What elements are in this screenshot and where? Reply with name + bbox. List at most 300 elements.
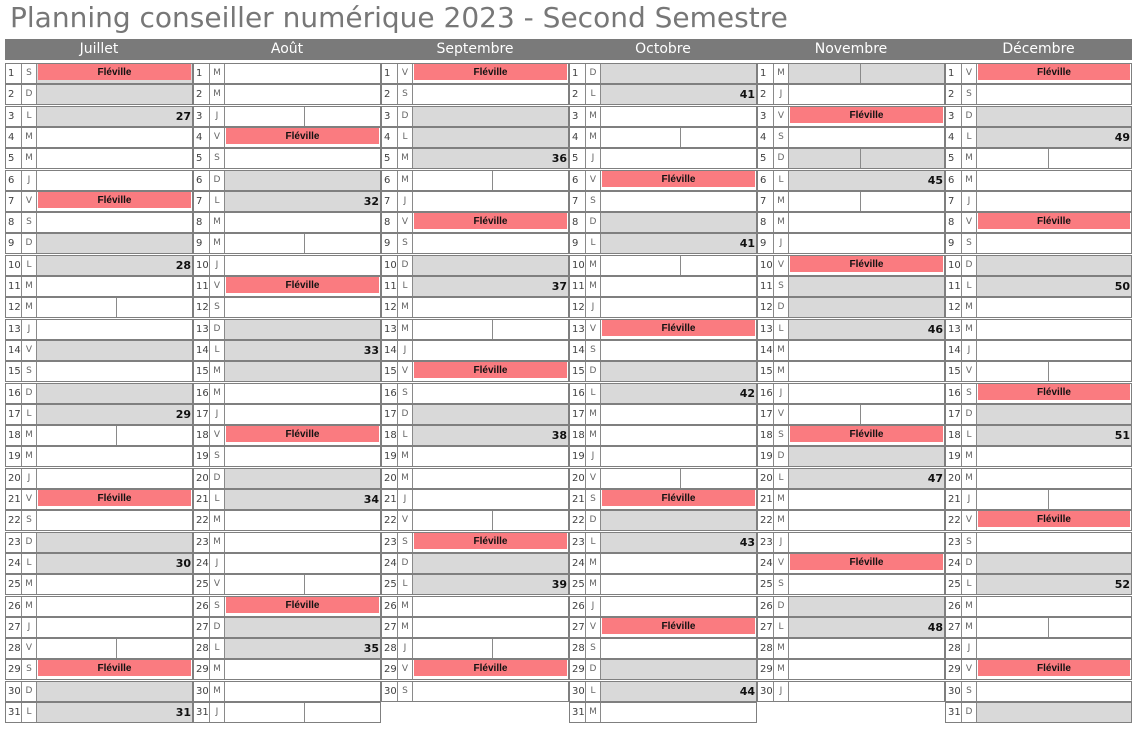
event-badge[interactable]: Fléville (978, 64, 1130, 80)
day-number: 23 (194, 533, 210, 552)
day-cell[interactable] (569, 84, 757, 105)
day-cell[interactable] (193, 553, 381, 574)
day-cell[interactable] (381, 170, 569, 191)
half-day-divider (860, 192, 861, 211)
day-cell[interactable] (945, 255, 1132, 276)
day-cell[interactable] (757, 276, 945, 297)
day-cell[interactable] (193, 425, 381, 446)
day-cell[interactable] (381, 617, 569, 638)
day-cell[interactable] (757, 617, 945, 638)
day-cell[interactable] (569, 596, 757, 617)
day-cell[interactable] (945, 297, 1132, 318)
day-cell[interactable] (5, 446, 193, 467)
day-cell[interactable] (5, 148, 193, 169)
day-cell[interactable] (757, 596, 945, 617)
day-letter: J (22, 618, 37, 637)
event-badge[interactable]: Fléville (226, 277, 379, 293)
day-cell[interactable] (757, 532, 945, 553)
day-cell[interactable] (569, 553, 757, 574)
day-cell[interactable] (193, 255, 381, 276)
day-cell[interactable] (757, 148, 945, 169)
day-cell[interactable] (945, 212, 1132, 233)
day-cell[interactable] (569, 63, 757, 84)
day-letter: M (22, 597, 37, 616)
day-cell[interactable] (5, 617, 193, 638)
day-number: 1 (382, 64, 398, 83)
day-number: 25 (946, 575, 962, 594)
day-cell[interactable] (757, 255, 945, 276)
day-cell[interactable] (945, 659, 1132, 680)
event-badge[interactable]: Fléville (38, 64, 191, 80)
day-cell[interactable] (381, 553, 569, 574)
day-letter: M (398, 469, 413, 488)
day-cell[interactable] (569, 170, 757, 191)
day-cell[interactable] (945, 553, 1132, 574)
day-number: 19 (758, 447, 774, 466)
day-cell[interactable] (945, 489, 1132, 510)
day-number: 1 (6, 64, 22, 83)
day-cell[interactable] (381, 659, 569, 680)
day-cell[interactable] (193, 84, 381, 105)
day-cell[interactable] (945, 361, 1132, 382)
day-cell[interactable] (945, 148, 1132, 169)
day-number: 5 (194, 149, 210, 168)
day-cell[interactable] (945, 276, 1132, 297)
event-badge[interactable]: Fléville (602, 618, 755, 634)
day-cell[interactable] (5, 489, 193, 510)
day-letter: M (962, 320, 977, 339)
day-letter: S (22, 660, 37, 679)
day-cell[interactable] (569, 148, 757, 169)
day-number: 16 (194, 384, 210, 403)
day-cell[interactable] (381, 532, 569, 553)
day-number: 5 (382, 149, 398, 168)
day-number: 3 (758, 107, 774, 126)
day-cell[interactable] (569, 383, 757, 404)
day-cell[interactable] (945, 510, 1132, 531)
day-cell[interactable] (5, 340, 193, 361)
day-cell[interactable] (5, 319, 193, 340)
day-number: 5 (6, 149, 22, 168)
day-cell[interactable] (945, 191, 1132, 212)
day-cell[interactable] (193, 659, 381, 680)
day-number: 12 (946, 298, 962, 317)
day-cell[interactable] (381, 404, 569, 425)
day-cell[interactable] (193, 340, 381, 361)
day-cell[interactable] (757, 297, 945, 318)
day-cell[interactable] (757, 340, 945, 361)
day-cell[interactable] (569, 468, 757, 489)
day-cell[interactable] (569, 361, 757, 382)
day-number: 8 (570, 213, 586, 232)
day-number: 21 (6, 490, 22, 509)
day-number: 5 (758, 149, 774, 168)
day-cell[interactable] (569, 702, 757, 723)
day-cell[interactable] (569, 319, 757, 340)
day-cell[interactable] (569, 276, 757, 297)
day-cell[interactable] (193, 468, 381, 489)
day-cell[interactable] (5, 659, 193, 680)
day-cell[interactable] (945, 319, 1132, 340)
event-badge[interactable]: Fléville (602, 171, 755, 187)
day-cell[interactable] (193, 489, 381, 510)
day-cell[interactable] (193, 617, 381, 638)
day-cell[interactable] (757, 659, 945, 680)
day-cell[interactable] (5, 361, 193, 382)
day-cell[interactable] (193, 404, 381, 425)
day-letter: J (962, 192, 977, 211)
day-cell[interactable] (569, 532, 757, 553)
day-letter: L (962, 575, 977, 594)
day-number: 4 (382, 128, 398, 147)
week-number: 45 (927, 173, 943, 187)
event-badge[interactable]: Fléville (790, 256, 943, 272)
event-badge[interactable]: Fléville (978, 660, 1130, 676)
event-badge[interactable]: Fléville (602, 490, 755, 506)
day-cell[interactable] (381, 212, 569, 233)
event-badge[interactable]: Fléville (790, 426, 943, 442)
day-cell[interactable] (5, 212, 193, 233)
day-cell[interactable] (945, 170, 1132, 191)
day-cell[interactable] (5, 574, 193, 595)
event-badge[interactable]: Fléville (226, 597, 379, 613)
day-cell[interactable] (5, 425, 193, 446)
day-cell[interactable] (569, 425, 757, 446)
day-number: 6 (570, 171, 586, 190)
day-cell[interactable] (5, 255, 193, 276)
day-cell[interactable] (193, 106, 381, 127)
day-cell[interactable] (945, 84, 1132, 105)
half-day-divider (680, 256, 681, 275)
day-cell[interactable] (945, 127, 1132, 148)
day-number: 17 (758, 405, 774, 424)
day-letter: L (774, 320, 789, 339)
day-cell[interactable] (5, 532, 193, 553)
day-cell[interactable] (381, 191, 569, 212)
day-number: 17 (6, 405, 22, 424)
day-cell[interactable] (5, 170, 193, 191)
event-badge[interactable]: Fléville (414, 533, 567, 549)
day-cell[interactable] (193, 383, 381, 404)
day-cell[interactable] (381, 84, 569, 105)
day-cell[interactable] (757, 361, 945, 382)
day-cell[interactable] (193, 233, 381, 254)
day-cell[interactable] (193, 574, 381, 595)
week-number: 34 (363, 493, 379, 506)
day-cell[interactable] (381, 255, 569, 276)
day-number: 8 (758, 213, 774, 232)
day-cell[interactable] (569, 212, 757, 233)
week-number: 43 (739, 535, 755, 549)
day-cell[interactable] (569, 340, 757, 361)
day-number: 31 (946, 703, 962, 722)
day-cell[interactable] (381, 319, 569, 340)
day-cell[interactable] (5, 681, 193, 702)
day-cell[interactable] (569, 255, 757, 276)
day-letter: M (210, 234, 225, 253)
half-day-divider (492, 511, 493, 530)
day-number: 17 (570, 405, 586, 424)
event-badge[interactable]: Fléville (978, 213, 1130, 229)
event-badge[interactable]: Fléville (790, 107, 943, 123)
day-cell[interactable] (757, 191, 945, 212)
day-number: 28 (570, 639, 586, 658)
day-cell[interactable] (757, 638, 945, 659)
day-number: 12 (194, 298, 210, 317)
day-cell[interactable] (381, 233, 569, 254)
week-number: 29 (175, 407, 191, 421)
month-header: Juillet (5, 39, 193, 60)
day-cell[interactable] (945, 681, 1132, 702)
day-letter: M (398, 447, 413, 466)
day-cell[interactable] (5, 553, 193, 574)
day-cell[interactable] (193, 702, 381, 723)
week-number: 39 (551, 578, 567, 592)
day-number: 3 (6, 107, 22, 126)
day-letter: D (586, 64, 601, 83)
day-number: 13 (194, 320, 210, 339)
day-letter: L (774, 618, 789, 637)
day-number: 11 (194, 277, 210, 296)
day-cell[interactable] (945, 596, 1132, 617)
day-cell[interactable] (569, 510, 757, 531)
day-cell[interactable] (193, 297, 381, 318)
day-cell[interactable] (945, 425, 1132, 446)
day-cell[interactable] (569, 106, 757, 127)
day-cell[interactable] (945, 106, 1132, 127)
day-letter: M (962, 597, 977, 616)
day-cell[interactable] (757, 319, 945, 340)
day-cell[interactable] (381, 63, 569, 84)
day-number: 20 (758, 469, 774, 488)
day-cell[interactable] (193, 510, 381, 531)
day-cell[interactable] (381, 106, 569, 127)
day-cell[interactable] (569, 127, 757, 148)
day-cell[interactable] (945, 574, 1132, 595)
day-cell[interactable] (757, 468, 945, 489)
day-cell[interactable] (5, 383, 193, 404)
day-cell[interactable] (193, 638, 381, 659)
day-cell[interactable] (5, 404, 193, 425)
day-cell[interactable] (757, 106, 945, 127)
day-cell[interactable] (381, 596, 569, 617)
day-letter: L (586, 384, 601, 403)
day-number: 15 (946, 362, 962, 381)
day-cell[interactable] (193, 681, 381, 702)
day-number: 20 (6, 469, 22, 488)
day-number: 5 (570, 149, 586, 168)
day-cell[interactable] (945, 446, 1132, 467)
event-badge[interactable]: Fléville (226, 426, 379, 442)
day-cell[interactable] (193, 596, 381, 617)
event-badge[interactable]: Fléville (38, 192, 191, 208)
day-cell[interactable] (381, 681, 569, 702)
day-number: 14 (194, 341, 210, 360)
day-cell[interactable] (945, 617, 1132, 638)
day-cell[interactable] (193, 127, 381, 148)
day-cell[interactable] (193, 170, 381, 191)
event-badge[interactable]: Fléville (602, 320, 755, 336)
day-cell[interactable] (757, 404, 945, 425)
day-cell[interactable] (757, 84, 945, 105)
day-cell[interactable] (5, 276, 193, 297)
day-cell[interactable] (757, 127, 945, 148)
day-number: 14 (946, 341, 962, 360)
day-cell[interactable] (5, 510, 193, 531)
week-number: 27 (175, 109, 191, 123)
day-cell[interactable] (757, 510, 945, 531)
day-cell[interactable] (569, 446, 757, 467)
day-letter: D (962, 107, 977, 126)
day-cell[interactable] (381, 489, 569, 510)
day-number: 22 (194, 511, 210, 530)
day-cell[interactable] (5, 596, 193, 617)
day-cell[interactable] (193, 446, 381, 467)
day-number: 10 (194, 256, 210, 275)
day-number: 7 (194, 192, 210, 211)
day-cell[interactable] (757, 212, 945, 233)
day-cell[interactable] (569, 681, 757, 702)
day-number: 18 (758, 426, 774, 445)
day-cell[interactable] (5, 63, 193, 84)
day-letter: D (398, 405, 413, 424)
day-cell[interactable] (569, 638, 757, 659)
day-number: 12 (382, 298, 398, 317)
day-cell[interactable] (945, 532, 1132, 553)
day-cell[interactable] (5, 84, 193, 105)
day-cell[interactable] (757, 574, 945, 595)
event-badge[interactable]: Fléville (38, 660, 191, 676)
event-badge[interactable]: Fléville (226, 128, 379, 144)
day-letter: V (962, 362, 977, 381)
day-cell[interactable] (193, 212, 381, 233)
day-cell[interactable] (5, 191, 193, 212)
day-cell[interactable] (5, 297, 193, 318)
day-cell[interactable] (193, 191, 381, 212)
event-badge[interactable]: Fléville (414, 64, 567, 80)
day-cell[interactable] (193, 532, 381, 553)
day-cell[interactable] (945, 404, 1132, 425)
day-cell[interactable] (381, 361, 569, 382)
day-cell[interactable] (757, 489, 945, 510)
day-number: 23 (758, 533, 774, 552)
day-cell[interactable] (945, 233, 1132, 254)
day-cell[interactable] (945, 702, 1132, 723)
day-cell[interactable] (569, 489, 757, 510)
day-letter: V (398, 511, 413, 530)
day-cell[interactable] (193, 63, 381, 84)
day-letter: D (210, 320, 225, 339)
day-cell[interactable] (381, 446, 569, 467)
day-number: 18 (194, 426, 210, 445)
day-number: 1 (194, 64, 210, 83)
day-cell[interactable] (5, 638, 193, 659)
day-number: 15 (570, 362, 586, 381)
day-cell[interactable] (5, 127, 193, 148)
day-cell[interactable] (381, 276, 569, 297)
day-cell[interactable] (569, 191, 757, 212)
event-badge[interactable]: Fléville (414, 660, 567, 676)
day-cell[interactable] (569, 297, 757, 318)
day-letter: J (398, 341, 413, 360)
day-cell[interactable] (757, 383, 945, 404)
day-cell[interactable] (569, 617, 757, 638)
day-cell[interactable] (381, 574, 569, 595)
day-cell[interactable] (569, 574, 757, 595)
day-cell[interactable] (381, 383, 569, 404)
event-badge[interactable]: Fléville (978, 511, 1130, 527)
day-letter: M (586, 256, 601, 275)
day-letter: M (22, 277, 37, 296)
event-badge[interactable]: Fléville (414, 213, 567, 229)
day-cell[interactable] (757, 446, 945, 467)
day-cell[interactable] (945, 340, 1132, 361)
day-cell[interactable] (381, 297, 569, 318)
day-letter: L (774, 171, 789, 190)
day-cell[interactable] (757, 63, 945, 84)
day-number: 6 (194, 171, 210, 190)
day-number: 24 (758, 554, 774, 573)
day-cell[interactable] (945, 468, 1132, 489)
day-cell[interactable] (569, 404, 757, 425)
day-cell[interactable] (193, 148, 381, 169)
day-number: 3 (382, 107, 398, 126)
day-cell[interactable] (381, 638, 569, 659)
day-cell[interactable] (381, 425, 569, 446)
day-cell[interactable] (757, 425, 945, 446)
day-cell[interactable] (757, 233, 945, 254)
day-cell[interactable] (381, 340, 569, 361)
day-cell[interactable] (5, 702, 193, 723)
day-cell[interactable] (569, 233, 757, 254)
day-cell[interactable] (945, 383, 1132, 404)
day-cell[interactable] (5, 233, 193, 254)
day-cell[interactable] (5, 106, 193, 127)
day-letter: M (398, 149, 413, 168)
day-number: 4 (194, 128, 210, 147)
day-letter: D (586, 362, 601, 381)
event-badge[interactable]: Fléville (978, 384, 1130, 400)
day-cell[interactable] (193, 361, 381, 382)
day-letter: L (22, 405, 37, 424)
event-badge[interactable]: Fléville (414, 362, 567, 378)
week-number: 33 (363, 343, 379, 357)
day-cell[interactable] (193, 319, 381, 340)
day-cell[interactable] (381, 127, 569, 148)
day-cell[interactable] (757, 553, 945, 574)
day-cell[interactable] (381, 468, 569, 489)
event-badge[interactable]: Fléville (38, 490, 191, 506)
day-letter: M (774, 192, 789, 211)
day-cell[interactable] (757, 170, 945, 191)
day-cell[interactable] (381, 510, 569, 531)
day-number: 1 (570, 64, 586, 83)
month-header: Octobre (569, 39, 757, 60)
day-cell[interactable] (757, 681, 945, 702)
day-cell[interactable] (569, 659, 757, 680)
day-cell[interactable] (945, 63, 1132, 84)
half-day-divider (116, 298, 117, 317)
day-cell[interactable] (945, 638, 1132, 659)
day-cell[interactable] (5, 468, 193, 489)
day-cell[interactable] (381, 148, 569, 169)
event-badge[interactable]: Fléville (790, 554, 943, 570)
day-letter: V (586, 320, 601, 339)
day-number: 29 (194, 660, 210, 679)
day-number: 5 (946, 149, 962, 168)
week-number: 46 (927, 322, 943, 336)
day-cell[interactable] (193, 276, 381, 297)
